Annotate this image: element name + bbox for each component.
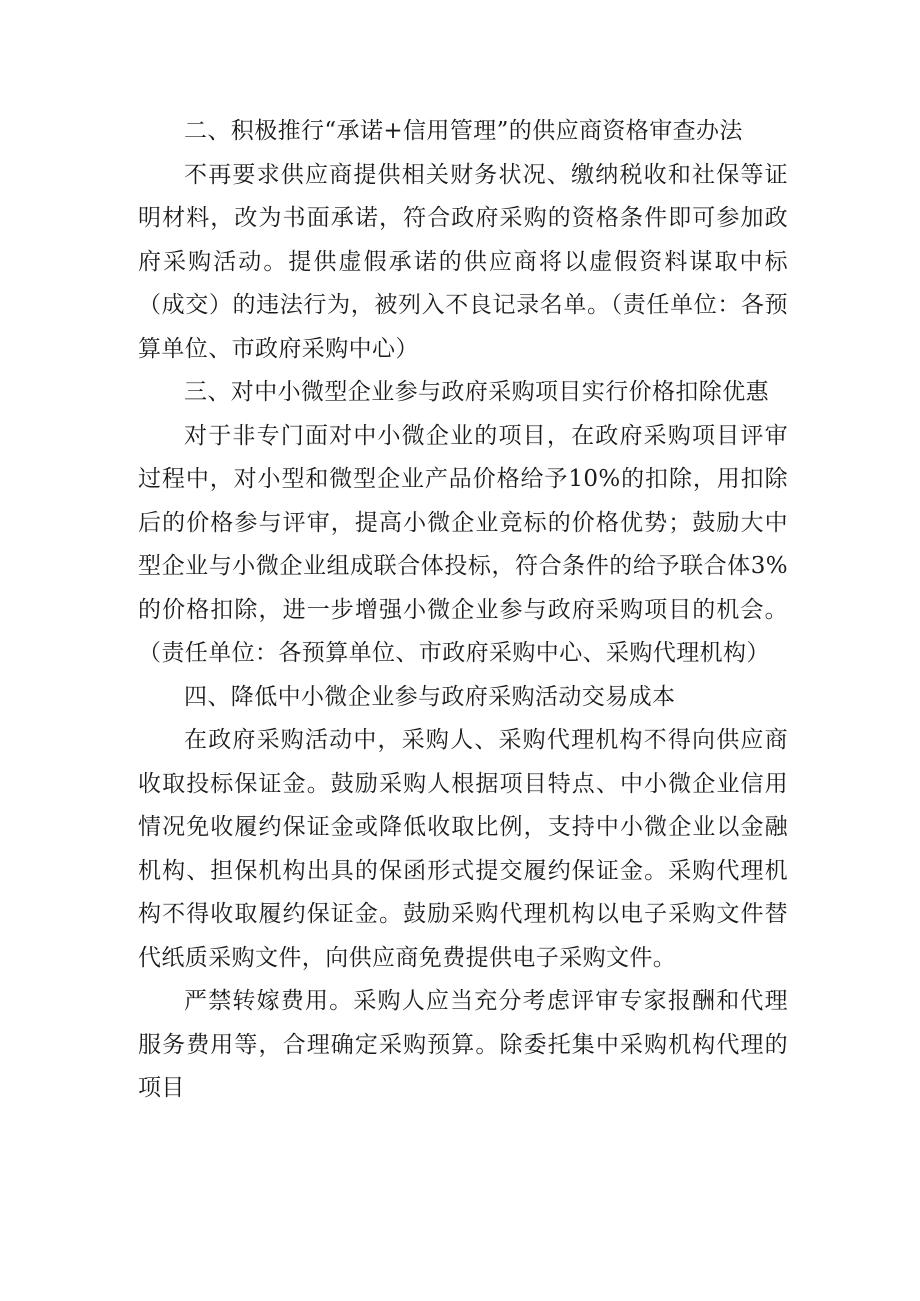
section-4 bbox=[138, 676, 788, 1111]
paragraph: 不再要求供应商提供相关财务状况、缴纳税收和社保等证明材料，改为书面承诺，符合政府采购的资格条件即可参加政府采购活动。提供虚假承诺的供应商将以虚假资料谋取中标（成交）的违法行为，被列入不良记录名单。（责任单位：各预算单位、市政府采购中心） bbox=[138, 161, 788, 362]
section-heading: 二、积极推行“承诺+信用管理”的供应商资格审查办法 bbox=[184, 118, 743, 144]
paragraph: 在政府采购活动中，采购人、采购代理机构不得向供应商收取投标保证金。鼓励采购人根据项目特点、中小微企业信用情况免收履约保证金或降低收取比例，支持中小微企业以金融机构、担保机构出具的保函形式提交履约保证金。采购代理机构不得收取履约保证金。鼓励采购代理机构以电子采购文件替代纸质采购文件，向供应商免费提供电子采购文件。 bbox=[138, 727, 788, 971]
document-page bbox=[138, 110, 788, 1111]
section-heading: 四、降低中小微企业参与政府采购活动交易成本 bbox=[184, 683, 676, 710]
paragraph: 严禁转嫁费用。采购人应当充分考虑评审专家报酬和代理服务费用等，合理确定采购预算。除委托集中采购机构代理的项目 bbox=[138, 988, 788, 1101]
section-2 bbox=[138, 110, 788, 371]
section-heading: 三、对中小微型企业参与政府采购项目实行价格扣除优惠 bbox=[184, 379, 769, 405]
paragraph: 对于非专门面对中小微企业的项目，在政府采购项目评审过程中，对小型和微型企业产品价格给予10%的扣除，用扣除后的价格参与评审，提高小微企业竞标的价格优势；鼓励大中型企业与小微企业组成联合体投标，符合条件的给予联合体3%的价格扣除，进一步增强小微企业参与政府采购项目的机会。（责任单位：各预算单位、市政府采购中心、采购代理机构） bbox=[138, 422, 788, 666]
section-3 bbox=[138, 371, 788, 676]
